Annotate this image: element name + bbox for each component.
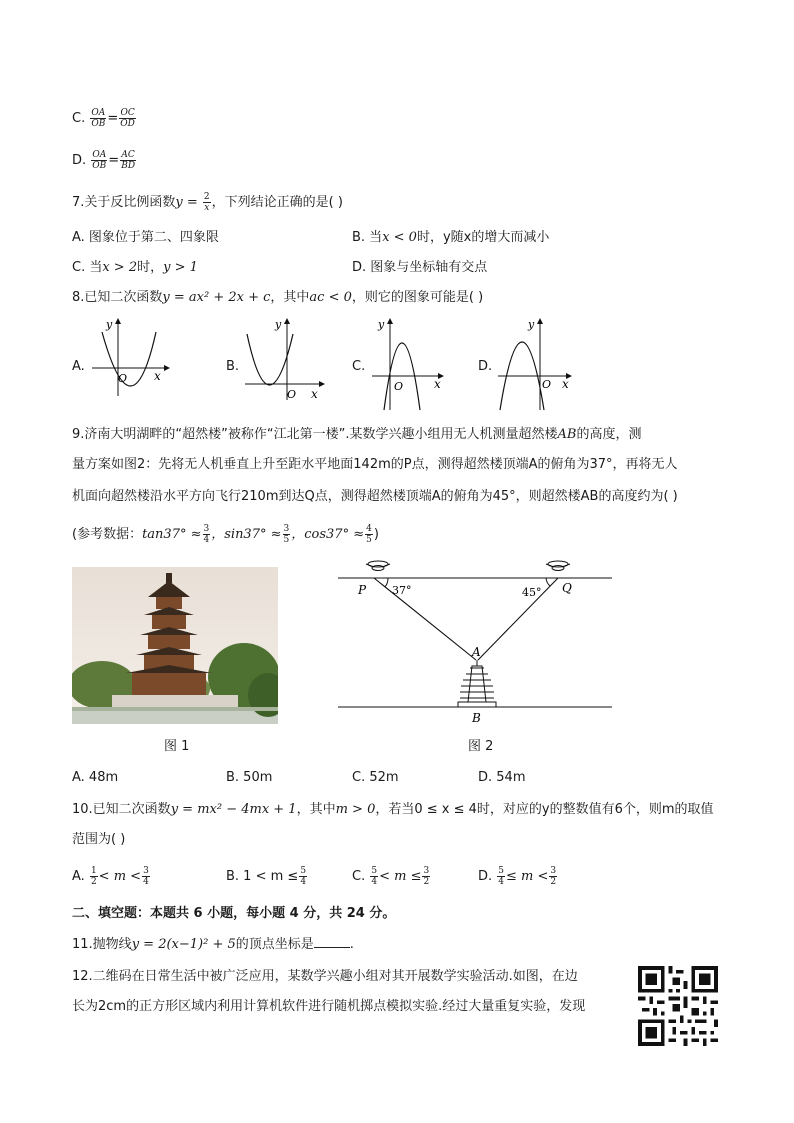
angle-p-label: 37° [392, 584, 412, 597]
q8-label-c: C. [352, 359, 366, 374]
q11-stem: 11.抛物线y = 2(x−1)² + 5的顶点坐标是 . [72, 937, 354, 952]
q7-option-d: D. 图象与坐标轴有交点 [352, 260, 488, 275]
q9-reference-data: (参考数据：tan37° ≈ $\frac{3}{4}$ ，sin37° ≈ $\frac{3}{5}$ ，cos37° ≈ $\frac{4}{5}$ ) [72, 524, 379, 545]
axis-x-label: x [311, 387, 318, 401]
axis-x-label: x [434, 377, 441, 391]
origin-label: O [287, 388, 297, 401]
q9-stem-line1: 9.济南大明湖畔的“超然楼”被称作“江北第一楼”.某数学兴趣小组用无人机测量超然楼AB的高度，测 [72, 427, 642, 442]
point-q-label: Q [562, 581, 572, 595]
q8-graph-d [496, 316, 576, 412]
q10-option-b: B. 1 < m ≤ $\frac{5}{4}$ [226, 866, 307, 887]
q6-option-c: C. $\frac{OA}{OB}$ = $\frac{OC}{OD}$ [72, 108, 135, 129]
q10-option-c: C. $\frac{5}{4}$ < m ≤ $\frac{3}{2}$ [352, 866, 430, 887]
q12-stem-line1: 12.二维码在日常生活中被广泛应用，某数学兴趣小组对其开展数学实验活动.如图，在边 [72, 969, 578, 984]
measurement-diagram [336, 556, 614, 728]
q8-label-b: B. [226, 359, 240, 374]
origin-label: O [118, 372, 128, 385]
drone-icon [366, 561, 390, 571]
q9-stem-line3: 机面向超然楼沿水平方向飞行210m到达Q点，测得超然楼顶端A的俯角为45°，则超然楼AB的高度约为( ) [72, 489, 678, 504]
q8-graph-a [90, 316, 170, 398]
point-p-label: P [358, 583, 367, 597]
q10-option-a: A. $\frac{1}{2}$ < m < $\frac{3}{4}$ [72, 866, 149, 887]
q9-option-b: B. 50m [226, 770, 273, 785]
origin-label: O [542, 378, 552, 391]
q12-stem-line2: 长为2cm的正方形区域内利用计算机软件进行随机掷点模拟实验.经过大量重复实验，发现 [72, 999, 586, 1014]
axis-y-label: y [378, 318, 385, 331]
q8-stem: 8.已知二次函数y = ax² + 2x + c，其中ac < 0，则它的图象可能是( ) [72, 290, 484, 305]
figure2-caption: 图 2 [468, 739, 494, 754]
q7-option-b: B. 当x < 0时，y随x的增大而减小 [352, 230, 550, 245]
axis-y-label: y [106, 318, 113, 331]
axis-y-label: y [275, 318, 282, 331]
drone-icon [546, 561, 570, 571]
section-heading: 二、填空题：本题共 6 小题，每小题 4 分，共 24 分。 [72, 906, 396, 921]
axis-x-label: x [154, 369, 161, 383]
tower-photo [72, 567, 278, 724]
axis-y-label: y [528, 318, 535, 331]
q10-option-d: D. $\frac{5}{4}$ ≤ m < $\frac{3}{2}$ [478, 866, 557, 887]
q7-option-a: A. 图象位于第二、四象限 [72, 230, 219, 245]
q8-graph-c [370, 316, 450, 412]
q10-stem-line2: 范围为( ) [72, 832, 126, 847]
qr-code-image [636, 966, 720, 1046]
q9-option-d: D. 54m [478, 770, 526, 785]
axis-x-label: x [562, 377, 569, 391]
q7-stem: 7.关于反比例函数y = $\frac{2}{x}$ ，下列结论正确的是( ) [72, 192, 343, 213]
angle-q-label: 45° [522, 586, 542, 599]
q9-stem-line2: 量方案如图2：先将无人机垂直上升至距水平地面142m的P点，测得超然楼顶端A的俯角为37°，再将无人 [72, 457, 678, 472]
q8-graph-b [243, 316, 325, 402]
q8-label-a: A. [72, 359, 85, 374]
q9-option-a: A. 48m [72, 770, 119, 785]
q7-option-c: C. 当x > 2时，y > 1 [72, 260, 198, 275]
figure1-caption: 图 1 [164, 739, 190, 754]
q6-option-d: D. $\frac{OA}{OB}$ = $\frac{AC}{BD}$ [72, 150, 136, 171]
point-b-label: B [472, 711, 481, 725]
q9-option-c: C. 52m [352, 770, 399, 785]
origin-label: O [394, 380, 404, 393]
answer-blank[interactable] [314, 935, 350, 948]
q8-label-d: D. [478, 359, 493, 374]
q10-stem-line1: 10.已知二次函数y = mx² − 4mx + 1，其中m > 0，若当0 ≤ x ≤ 4时，对应的y的整数值有6个，则m的取值 [72, 802, 714, 817]
point-a-label: A [472, 645, 481, 659]
